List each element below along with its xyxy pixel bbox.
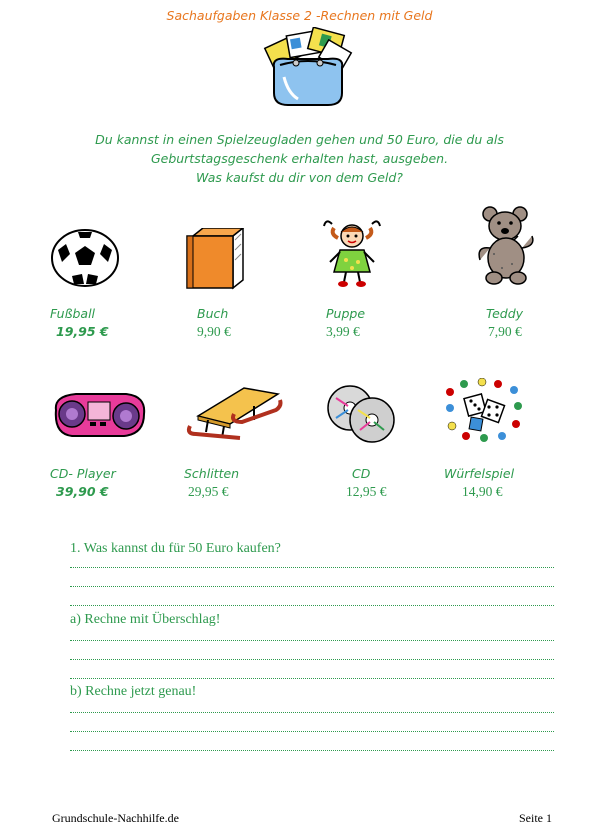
item-price: 19,95 €	[56, 324, 109, 339]
soccer-ball-icon	[50, 228, 120, 288]
item-name: Teddy	[486, 306, 524, 321]
answer-line[interactable]	[70, 712, 554, 713]
answer-line[interactable]	[70, 678, 554, 679]
dice-game-icon	[444, 378, 524, 444]
answer-line[interactable]	[70, 586, 554, 587]
intro-line: Du kannst in einen Spielzeugladen gehen und 50 Euro, die du als	[95, 132, 504, 147]
item-name: Buch	[197, 306, 229, 321]
item-name: CD- Player	[50, 466, 116, 481]
answer-line[interactable]	[70, 640, 554, 641]
question-b: b) Rechne jetzt genau!	[70, 684, 197, 699]
answer-line[interactable]	[70, 750, 554, 751]
question-a: a) Rechne mit Überschlag!	[70, 612, 221, 627]
intro-line: Was kaufst du dir von dem Geld?	[196, 170, 403, 185]
item-price: 12,95 €	[346, 484, 387, 499]
footer-page-number: Seite 1	[519, 811, 552, 825]
wallet-with-money-icon	[258, 27, 356, 109]
answer-line[interactable]	[70, 659, 554, 660]
item-schlitten	[184, 380, 304, 506]
answer-line[interactable]	[70, 567, 554, 568]
item-price: 39,90 €	[56, 484, 109, 499]
item-price: 3,99 €	[326, 324, 360, 339]
item-name: Puppe	[326, 306, 366, 321]
item-name: Schlitten	[184, 466, 240, 481]
item-price: 7,90 €	[488, 324, 522, 339]
sled-icon	[184, 380, 284, 444]
book-icon	[185, 228, 245, 290]
teddy-bear-icon	[472, 206, 542, 286]
intro-text	[0, 130, 599, 187]
item-name: CD	[352, 466, 371, 481]
intro-line: Geburtstagsgeschenk erhalten hast, ausgeben.	[150, 151, 449, 166]
cd-player-icon	[50, 388, 148, 442]
doll-icon	[322, 216, 382, 288]
item-cd-player	[48, 388, 168, 506]
item-name: Fußball	[50, 306, 96, 321]
worksheet-title: Sachaufgaben Klasse 2 -Rechnen mit Geld	[166, 8, 433, 23]
item-price: 29,95 €	[188, 484, 229, 499]
cds-icon	[326, 380, 396, 444]
item-price: 14,90 €	[462, 484, 503, 499]
answer-line[interactable]	[70, 605, 554, 606]
item-fussball	[48, 228, 168, 343]
item-cd	[326, 380, 446, 506]
item-teddy	[472, 206, 592, 343]
item-price: 9,90 €	[197, 324, 231, 339]
item-name: Würfelspiel	[444, 466, 515, 481]
item-buch	[185, 228, 305, 343]
footer-site: Grundschule-Nachhilfe.de	[52, 811, 179, 825]
item-puppe	[322, 216, 442, 343]
answer-line[interactable]	[70, 731, 554, 732]
question-1: 1. Was kannst du für 50 Euro kaufen?	[70, 541, 281, 556]
item-wuerfelspiel	[444, 378, 564, 506]
